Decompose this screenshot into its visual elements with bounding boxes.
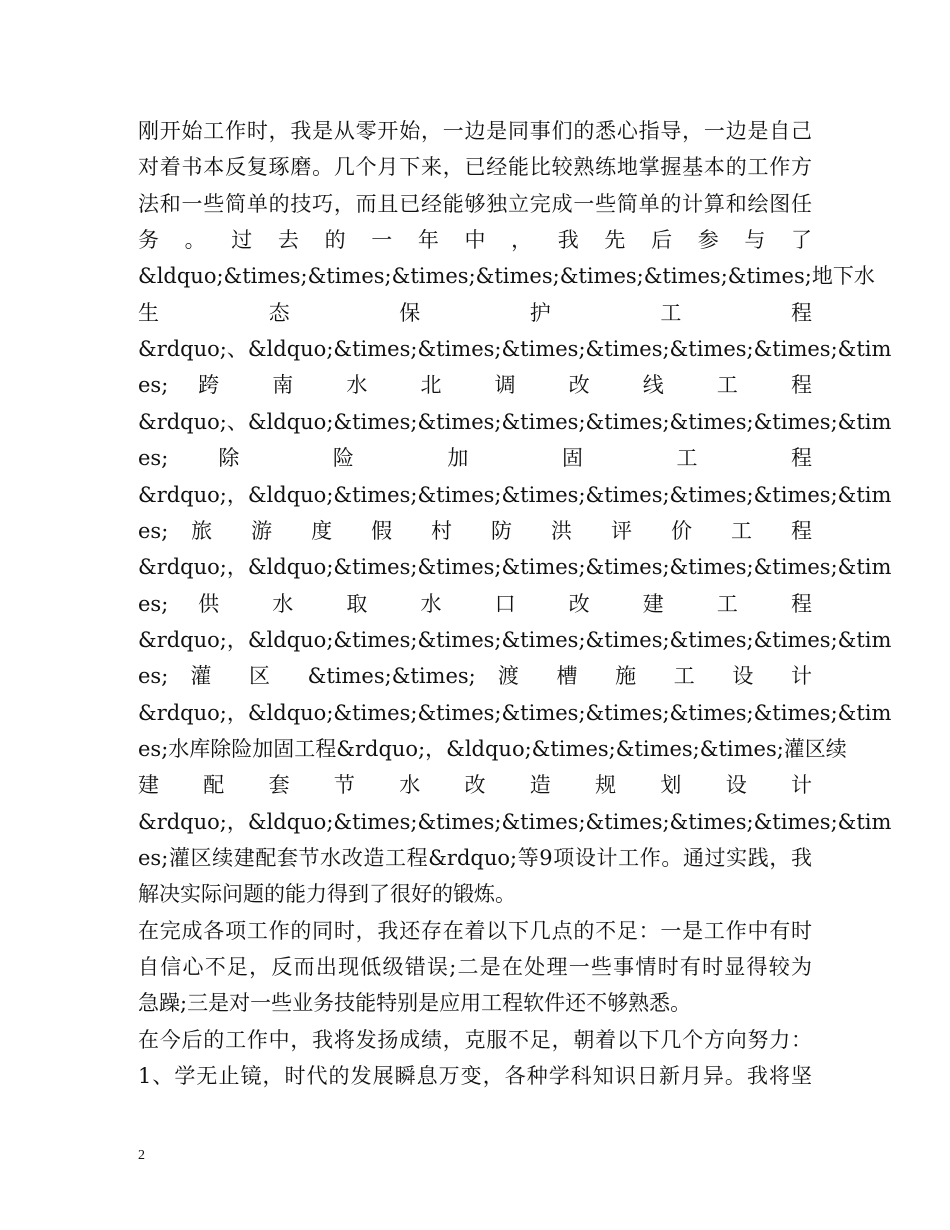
text-line: 刚开始工作时，我是从零开始，一边是同事们的悉心指导，一边是自己 xyxy=(138,119,812,143)
text-line: &rdquo;、&ldquo;&times;&times;&times;&times;&times;&times;&tim xyxy=(138,409,892,434)
text-line: 在完成各项工作的同时，我还存在着以下几点的不足：一是工作中有时 xyxy=(138,918,812,943)
text-line: 解决实际问题的能力得到了很好的锻炼。 xyxy=(138,882,516,907)
text-line: es; 旅 游 度 假 村 防 洪 评 价 工 程 xyxy=(138,518,812,543)
text-line: &rdquo;，&ldquo;&times;&times;&times;&times;&times;&times;&tim xyxy=(138,482,892,507)
text-line: &rdquo;，&ldquo;&times;&times;&times;&times;&times;&times;&tim xyxy=(138,700,892,725)
text-line: es; 灌 区 &times;&times; 渡 槽 施 工 设 计 xyxy=(138,664,812,689)
text-line: 生 态 保 护 工 程 xyxy=(138,300,812,325)
text-line: &rdquo;，&ldquo;&times;&times;&times;&times;&times;&times;&tim xyxy=(138,627,892,652)
text-line: 对着书本反复琢磨。几个月下来，已经能比较熟练地掌握基本的工作方 xyxy=(138,155,812,180)
text-line: &rdquo;，&ldquo;&times;&times;&times;&times;&times;&times;&tim xyxy=(138,809,892,834)
text-line: es;灌区续建配套节水改造工程&rdquo;等9项设计工作。通过实践，我 xyxy=(138,846,812,870)
text-line: &ldquo;&times;&times;&times;&times;&times;&times;&times;地下水 xyxy=(138,264,875,289)
text-line: es; 除 险 加 固 工 程 xyxy=(138,446,812,471)
text-line: &rdquo;，&ldquo;&times;&times;&times;&times;&times;&times;&tim xyxy=(138,555,892,580)
text-line: 务 。 过 去 的 一 年 中 ， 我 先 后 参 与 了 xyxy=(138,228,812,253)
page-number: 2 xyxy=(138,1148,145,1163)
text-line: &rdquo;、&ldquo;&times;&times;&times;&times;&times;&times;&tim xyxy=(138,337,892,362)
text-line: 急躁;三是对一些业务技能特别是应用工程软件还不够熟悉。 xyxy=(138,991,692,1016)
text-line: 法和一些简单的技巧，而且已经能够独立完成一些简单的计算和绘图任 xyxy=(138,191,812,216)
text-line: 在今后的工作中，我将发扬成绩，克服不足，朝着以下几个方向努力： xyxy=(138,1027,812,1052)
text-line: 1、学无止镜，时代的发展瞬息万变，各种学科知识日新月异。我将坚 xyxy=(138,1064,812,1089)
text-line: es;水库除险加固工程&rdquo;，&ldquo;&times;&times;&times;灌区续 xyxy=(138,736,847,761)
text-line: 建 配 套 节 水 改 造 规 划 设 计 xyxy=(138,773,812,798)
text-line: 自信心不足，反而出现低级错误;二是在处理一些事情时有时显得较为 xyxy=(138,955,812,980)
text-line: es; 供 水 取 水 口 改 建 工 程 xyxy=(138,591,812,616)
text-line: es; 跨 南 水 北 调 改 线 工 程 xyxy=(138,373,812,398)
